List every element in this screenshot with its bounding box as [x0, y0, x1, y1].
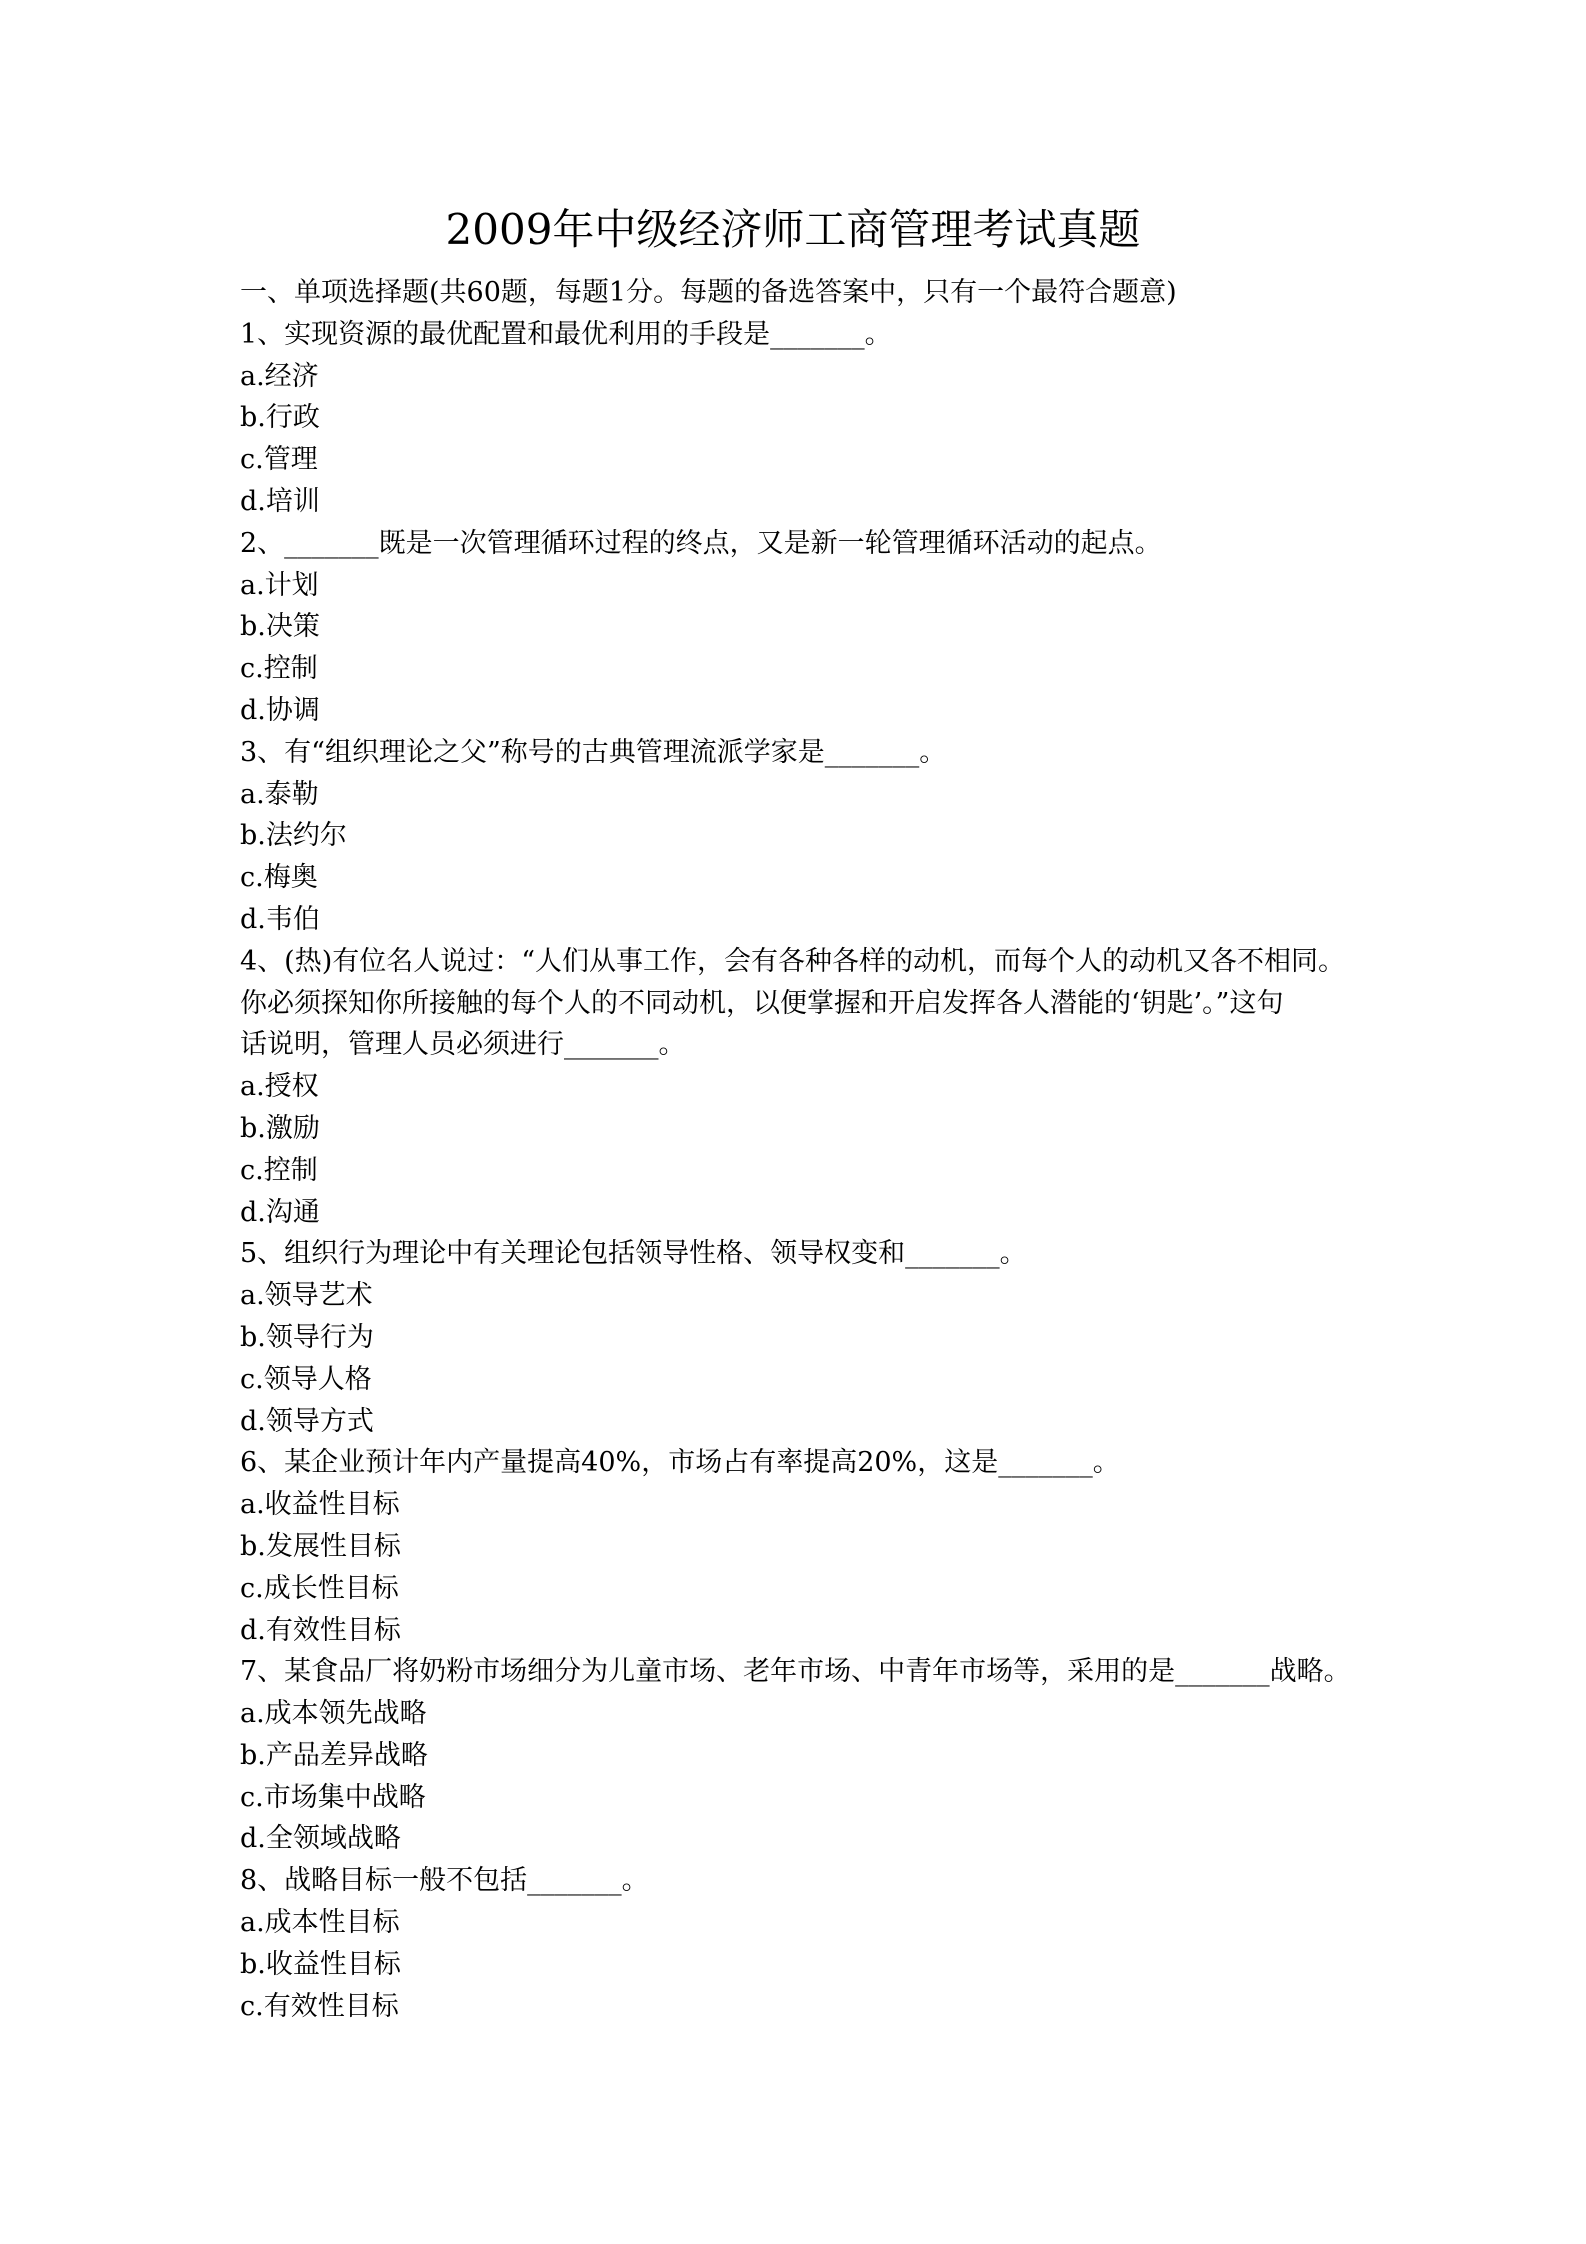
- answer-option: a.收益性目标: [240, 1489, 400, 1521]
- answer-option: d.韦伯: [240, 903, 320, 935]
- answer-option: a.经济: [240, 360, 319, 392]
- section-header: 一、单项选择题(共60题，每题1分。每题的备选答案中，只有一个最符合题意): [240, 277, 1177, 308]
- question-8: [240, 1860, 1360, 2027]
- answer-option: a.成本性目标: [240, 1907, 400, 1939]
- question-stem: 7、某食品厂将奶粉市场细分为儿童市场、老年市场、中青年市场等，采用的是_______战略。: [240, 1656, 1351, 1688]
- answer-option: b.收益性目标: [240, 1948, 401, 1980]
- answer-option: c.控制: [240, 653, 318, 685]
- question-stem: 话说明，管理人员必须进行_______。: [240, 1029, 686, 1061]
- answer-option: c.市场集中战略: [240, 1781, 426, 1813]
- answer-option: a.领导艺术: [240, 1280, 373, 1312]
- answer-option: b.决策: [240, 611, 320, 643]
- question-stem: 6、某企业预计年内产量提高40%，市场占有率提高20%，这是_______。: [240, 1447, 1120, 1479]
- question-6: [240, 1442, 1360, 1651]
- answer-option: b.法约尔: [240, 820, 347, 852]
- answer-option: d.沟通: [240, 1196, 320, 1228]
- question-stem: 1、实现资源的最优配置和最优利用的手段是_______。: [240, 318, 892, 350]
- question-3: [240, 732, 1360, 941]
- question-1: [240, 314, 1360, 523]
- answer-option: b.激励: [240, 1112, 320, 1144]
- answer-option: b.行政: [240, 402, 320, 434]
- question-5: [240, 1233, 1360, 1442]
- answer-option: a.成本领先战略: [240, 1698, 427, 1730]
- question-stem: 你必须探知你所接触的每个人的不同动机，以便掌握和开启发挥各人潜能的‘钥匙’。”这句: [240, 987, 1284, 1019]
- answer-option: b.领导行为: [240, 1321, 374, 1353]
- question-stem: 4、(热)有位名人说过：“人们从事工作，会有各种各样的动机，而每个人的动机又各不相同。: [240, 945, 1346, 977]
- question-stem: 3、有“组织理论之父”称号的古典管理流派学家是_______。: [240, 736, 947, 768]
- question-4: [240, 941, 1360, 1234]
- answer-option: b.发展性目标: [240, 1530, 401, 1562]
- answer-option: b.产品差异战略: [240, 1739, 428, 1771]
- answer-option: c.领导人格: [240, 1363, 372, 1395]
- question-2: [240, 523, 1360, 732]
- answer-option: a.计划: [240, 569, 319, 601]
- answer-option: d.领导方式: [240, 1405, 374, 1437]
- answer-option: d.有效性目标: [240, 1614, 401, 1646]
- question-stem: 2、_______既是一次管理循环过程的终点，又是新一轮管理循环活动的起点。: [240, 527, 1162, 559]
- answer-option: c.有效性目标: [240, 1990, 399, 2022]
- answer-option: c.成长性目标: [240, 1572, 399, 1604]
- answer-option: a.泰勒: [240, 778, 319, 810]
- answer-option: d.培训: [240, 485, 320, 517]
- document-body: [240, 272, 1360, 2027]
- answer-option: a.授权: [240, 1071, 319, 1103]
- answer-option: d.全领域战略: [240, 1823, 401, 1855]
- document-title: 2009年中级经济师工商管理考试真题: [445, 205, 1141, 254]
- question-stem: 8、战略目标一般不包括_______。: [240, 1865, 649, 1897]
- answer-option: c.控制: [240, 1154, 318, 1186]
- answer-option: c.梅奥: [240, 862, 318, 894]
- answer-option: c.管理: [240, 444, 318, 476]
- answer-option: d.协调: [240, 694, 320, 726]
- question-stem: 5、组织行为理论中有关理论包括领导性格、领导权变和_______。: [240, 1238, 1027, 1270]
- question-7: [240, 1651, 1360, 1860]
